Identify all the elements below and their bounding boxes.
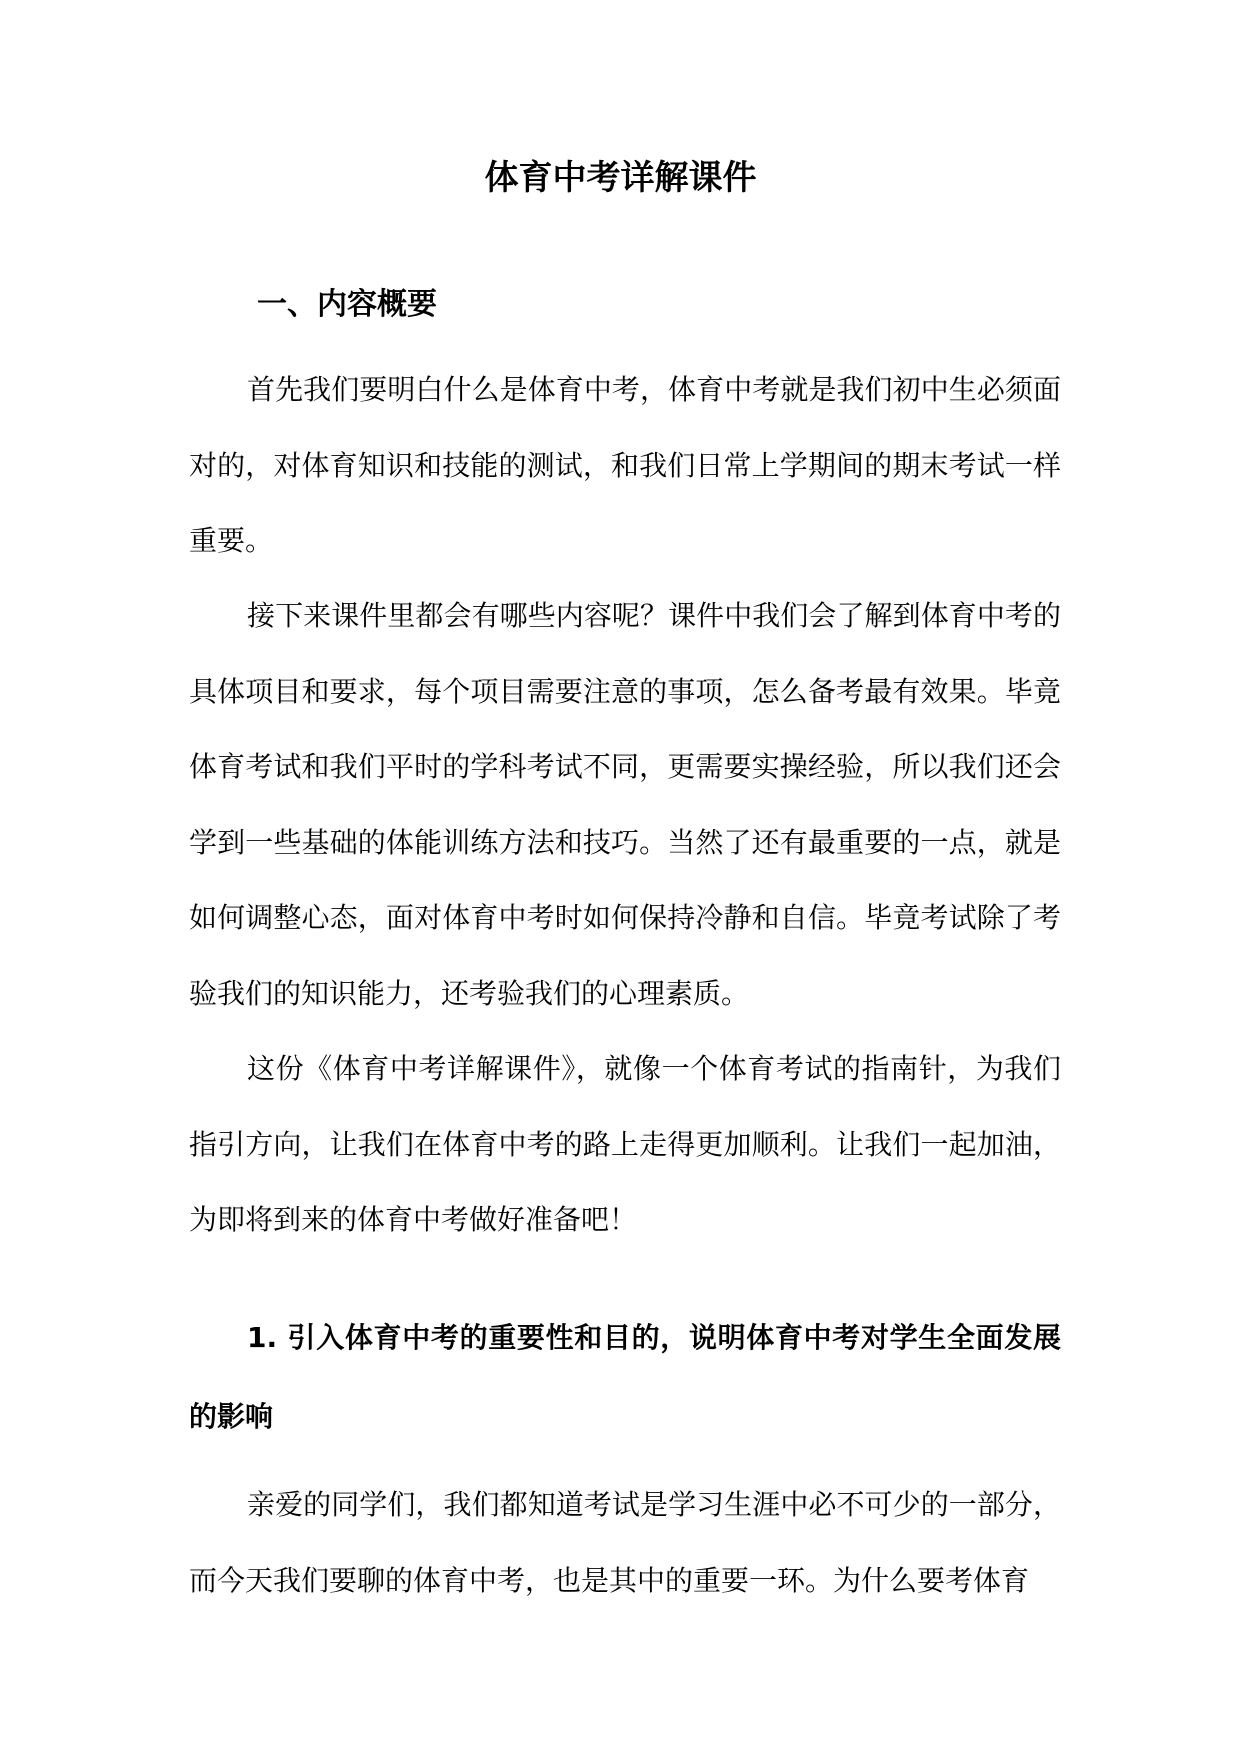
section-heading: 一、内容概要	[257, 287, 437, 322]
document-title: 体育中考详解课件	[484, 158, 757, 198]
numbered-subheading: 1. 引入体育中考的重要性和目的，说明体育中考对学生全面发展的影响	[189, 1321, 1061, 1433]
body-paragraph: 首先我们要明白什么是体育中考，体育中考就是我们初中生必须面对的，对体育知识和技能的测试，和我们日常上学期间的期末考试一样重要。	[189, 373, 1061, 557]
body-paragraph: 接下来课件里都会有哪些内容呢？课件中我们会了解到体育中考的具体项目和要求，每个项目需要注意的事项，怎么备考最有效果。毕竟体育考试和我们平时的学科考试不同，更需要实操经验，所以我们还会学到一些基础的体能训练方法和技巧。当然了还有最重要的一点，就是如何调整心态，面对体育中考时如何保持冷静和自信。毕竟考试除了考验我们的知识能力，还考验我们的心理素质。	[189, 599, 1061, 1010]
body-paragraph: 亲爱的同学们，我们都知道考试是学习生涯中必不可少的一部分，而今天我们要聊的体育中考，也是其中的重要一环。为什么要考体育	[189, 1488, 1061, 1597]
body-paragraph: 这份《体育中考详解课件》，就像一个体育考试的指南针，为我们指引方向，让我们在体育中考的路上走得更加顺利。让我们一起加油，为即将到来的体育中考做好准备吧！	[189, 1052, 1061, 1236]
